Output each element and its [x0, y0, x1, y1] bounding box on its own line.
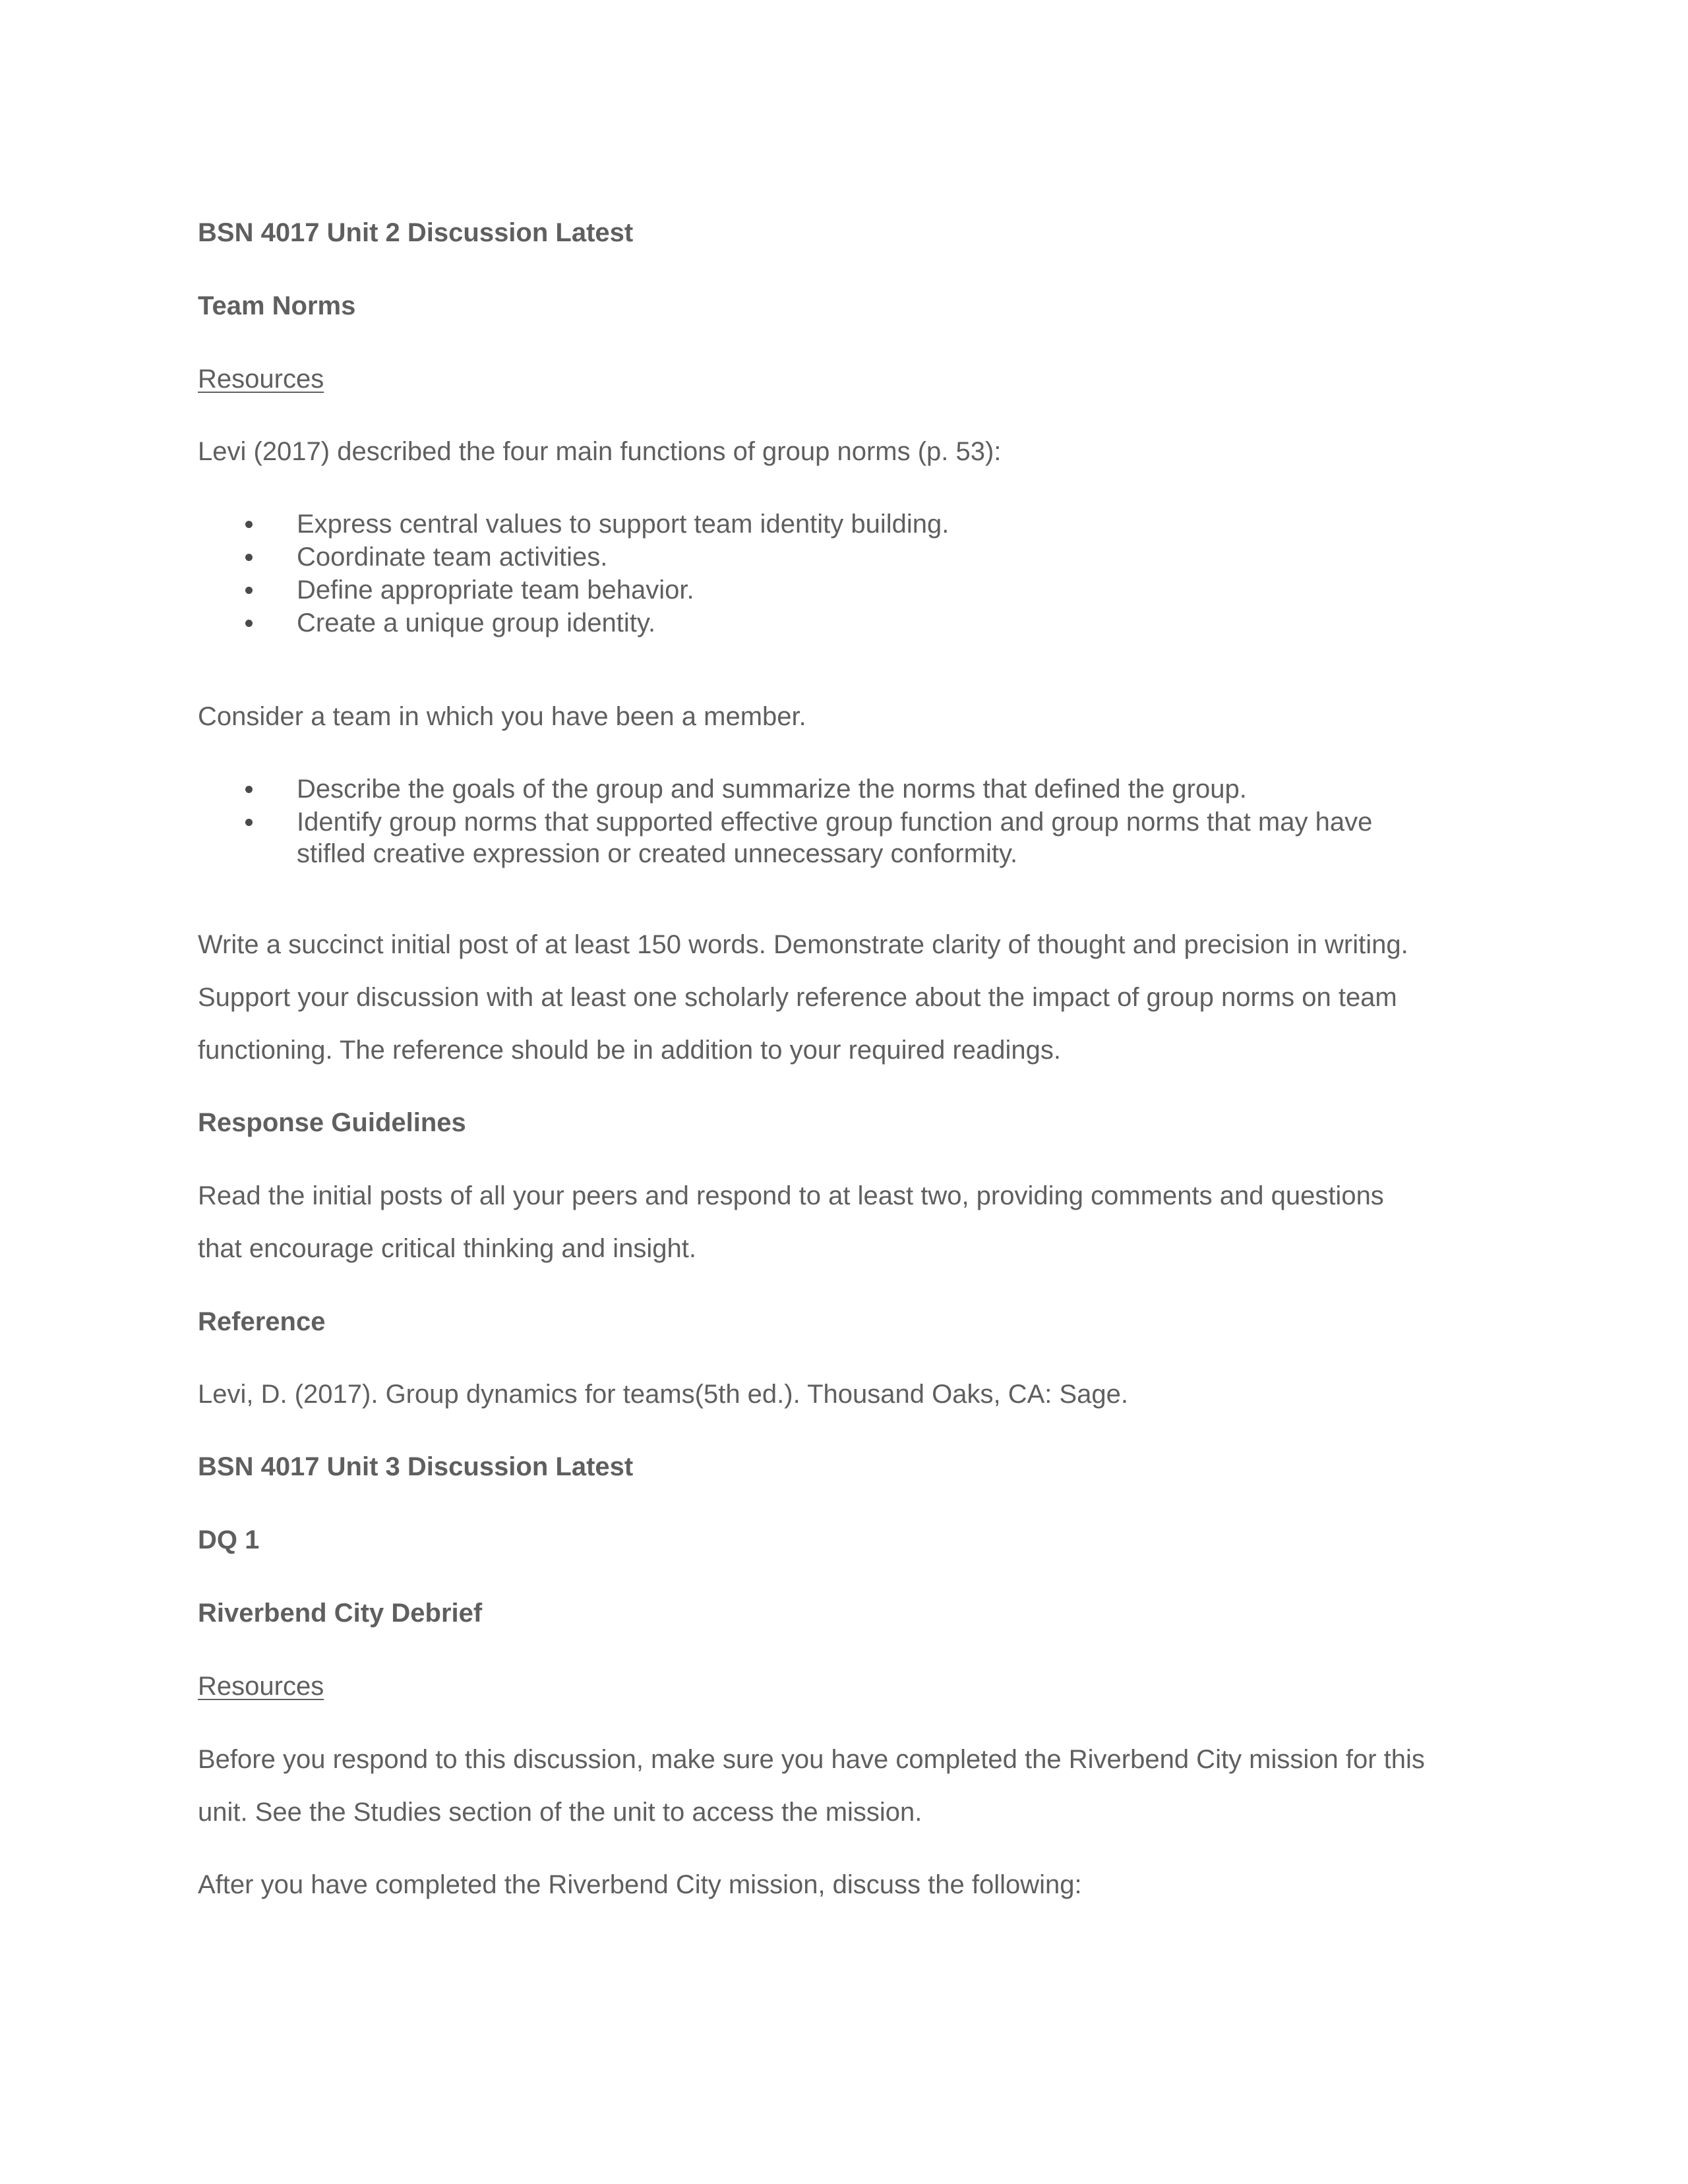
- bullet-icon: [245, 521, 253, 528]
- list-item: Create a unique group identity.: [297, 608, 656, 637]
- response-line: that encourage critical thinking and insight.: [198, 1234, 697, 1263]
- bullet-icon: [245, 620, 253, 627]
- list-item: Describe the goals of the group and summarize the norms that defined the group.: [297, 775, 1247, 804]
- list-item: Define appropriate team behavior.: [297, 576, 694, 605]
- bullet-icon: [245, 786, 253, 793]
- unit3-resources-link[interactable]: Resources: [198, 1672, 324, 1701]
- reference-text: Levi, D. (2017). Group dynamics for teams(5th ed.). Thousand Oaks, CA: Sage.: [198, 1380, 1129, 1409]
- unit3-dq: DQ 1: [198, 1525, 260, 1554]
- write-line: functioning. The reference should be in addition to your required readings.: [198, 1036, 1062, 1065]
- unit3-title: BSN 4017 Unit 3 Discussion Latest: [198, 1452, 634, 1481]
- reference-heading: Reference: [198, 1307, 326, 1336]
- unit2-intro: Levi (2017) described the four main functions of group norms (p. 53):: [198, 437, 1002, 466]
- list-item: Identify group norms that supported effective group function and group norms that may have: [297, 808, 1373, 837]
- response-line: Read the initial posts of all your peers and respond to at least two, providing comments and questions: [198, 1181, 1384, 1210]
- list-item: Express central values to support team identity building.: [297, 510, 950, 539]
- response-heading: Response Guidelines: [198, 1108, 466, 1137]
- after-text: After you have completed the Riverbend City mission, discuss the following:: [198, 1870, 1082, 1899]
- before-line: Before you respond to this discussion, make sure you have completed the Riverbend City mission for this: [198, 1745, 1425, 1774]
- unit2-title: BSN 4017 Unit 2 Discussion Latest: [198, 218, 634, 247]
- consider-text: Consider a team in which you have been a member.: [198, 702, 806, 731]
- bullet-icon: [245, 819, 253, 826]
- write-line: Write a succinct initial post of at least 150 words. Demonstrate clarity of thought and precision in writing.: [198, 930, 1408, 959]
- list-item-continuation: stifled creative expression or created unnecessary conformity.: [297, 839, 1018, 868]
- unit3-subtitle: Riverbend City Debrief: [198, 1599, 483, 1628]
- write-line: Support your discussion with at least one scholarly reference about the impact of group norms on team: [198, 983, 1397, 1012]
- list-item: Coordinate team activities.: [297, 543, 608, 572]
- before-line: unit. See the Studies section of the unit to access the mission.: [198, 1798, 922, 1827]
- unit2-resources-link[interactable]: Resources: [198, 365, 324, 394]
- unit2-subtitle: Team Norms: [198, 291, 356, 320]
- bullet-icon: [245, 554, 253, 561]
- bullet-icon: [245, 587, 253, 594]
